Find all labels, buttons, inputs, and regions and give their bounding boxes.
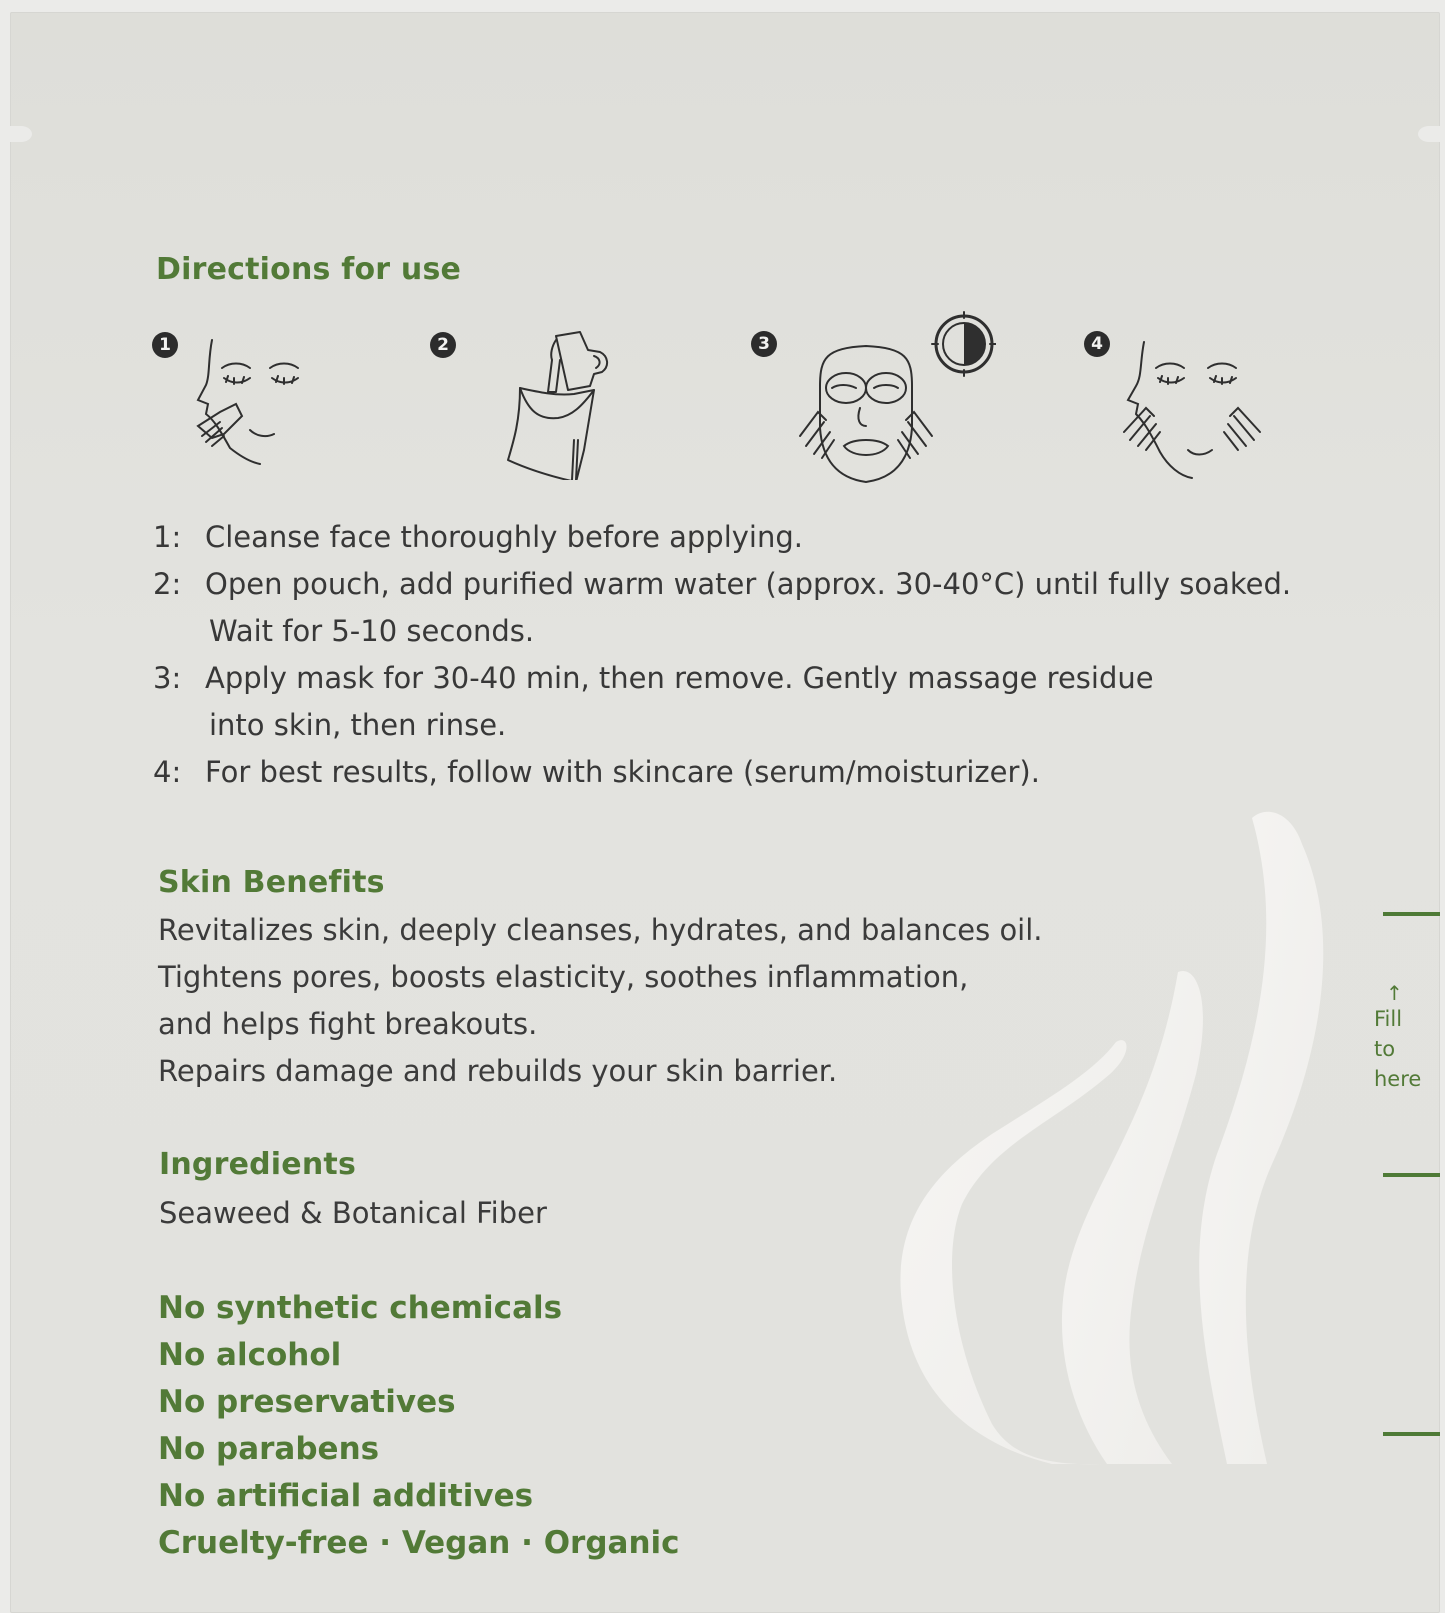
directions-list <box>153 514 1353 796</box>
step-number-badge: 2 <box>430 332 456 358</box>
fill-label-line: Fill <box>1374 1007 1403 1031</box>
tear-notch-left[interactable] <box>10 126 32 142</box>
benefit-line: Tightens pores, boosts elasticity, soothes inflammation, <box>158 960 969 994</box>
tear-notch-right[interactable] <box>1418 126 1440 142</box>
direction-text: For best results, follow with skincare (serum/moisturizer). <box>205 755 1040 789</box>
direction-number: 1: <box>153 520 182 554</box>
benefit-line: Revitalizes skin, deeply cleanses, hydrates, and balances oil. <box>158 913 1043 947</box>
direction-text-continued: into skin, then rinse. <box>209 708 507 742</box>
direction-text: Open pouch, add purified warm water (approx. 30-40°C) until fully soaked. <box>205 567 1292 601</box>
fill-mark-bottom <box>1383 1432 1440 1436</box>
fill-to-here-label <box>1374 982 1438 1094</box>
wave-window-cutout <box>872 804 1342 1504</box>
free-from-item: No artificial additives <box>158 1478 534 1514</box>
fill-mark-top <box>1383 912 1440 916</box>
pour-water-into-pouch-icon <box>498 330 618 480</box>
free-from-item: No parabens <box>158 1431 380 1467</box>
cleanse-face-icon <box>190 330 310 480</box>
direction-text: Cleanse face thoroughly before applying. <box>205 520 803 554</box>
up-arrow-icon: ↑ <box>1386 981 1403 1005</box>
direction-text: Apply mask for 30-40 min, then remove. Gently massage residue <box>205 661 1154 695</box>
benefit-line: and helps fight breakouts. <box>158 1007 538 1041</box>
step-number-badge: 3 <box>751 331 777 357</box>
direction-number: 3: <box>153 661 182 695</box>
fill-label-line: to <box>1374 1037 1396 1061</box>
benefits-heading: Skin Benefits <box>158 865 385 900</box>
mask-on-face-timer-icon <box>796 308 996 486</box>
ingredients-text: Seaweed & Botanical Fiber <box>159 1196 547 1230</box>
free-from-item: No alcohol <box>158 1337 342 1373</box>
direction-item <box>153 749 1353 796</box>
direction-item <box>153 655 1353 749</box>
benefit-line: Repairs damage and rebuilds your skin barrier. <box>158 1054 838 1088</box>
direction-item <box>153 514 1353 561</box>
step-number-badge: 4 <box>1084 331 1110 357</box>
free-from-list <box>158 1285 680 1567</box>
mask-pouch-back <box>10 12 1440 1613</box>
direction-item <box>153 561 1353 655</box>
ingredients-heading: Ingredients <box>159 1147 356 1182</box>
massage-face-icon <box>1120 328 1270 488</box>
fill-mark-middle <box>1383 1173 1440 1177</box>
fill-label-line: here <box>1374 1067 1422 1091</box>
directions-heading: Directions for use <box>156 252 462 287</box>
free-from-item: No preservatives <box>158 1384 456 1420</box>
direction-text-continued: Wait for 5-10 seconds. <box>209 614 535 648</box>
direction-number: 2: <box>153 567 182 601</box>
direction-number: 4: <box>153 755 182 789</box>
step-number-badge: 1 <box>152 332 178 358</box>
free-from-item: No synthetic chemicals <box>158 1290 563 1326</box>
free-from-item: Cruelty-free · Vegan · Organic <box>158 1525 680 1561</box>
